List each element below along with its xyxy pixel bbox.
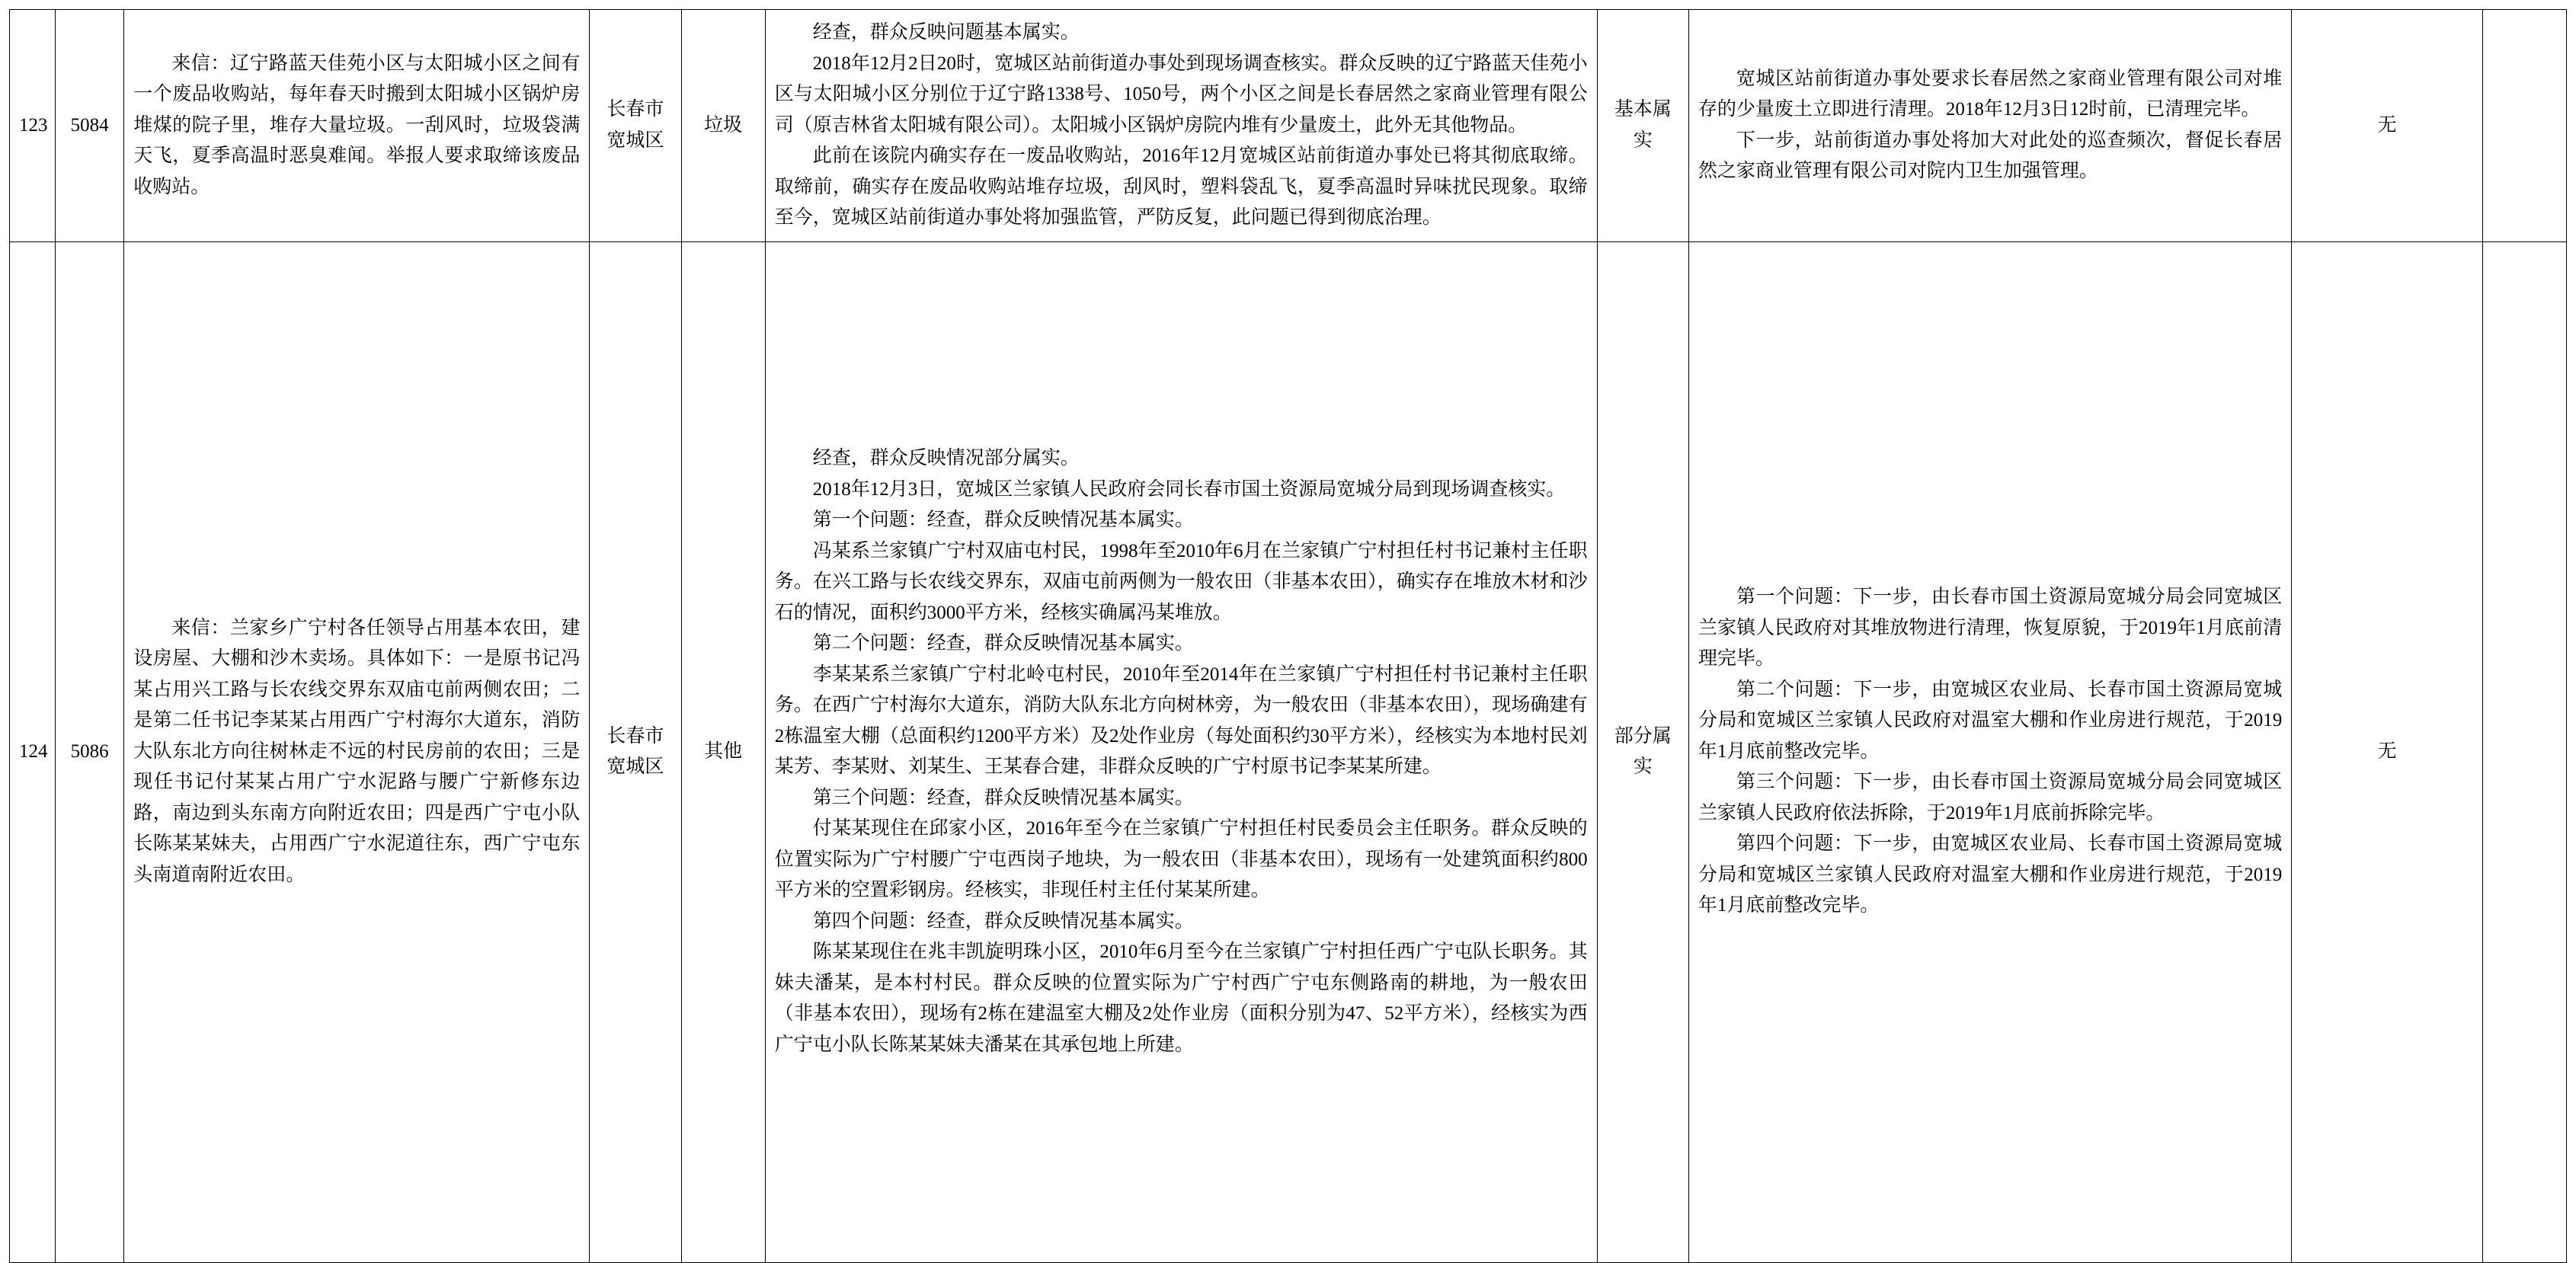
measure-paragraph: 第一个问题：下一步，由长春市国土资源局宽城分局会同宽城区兰家镇人民政府对其堆放物进行清理，恢复原貌，于2019年1月底前清理完毕。 [1698, 587, 2283, 670]
row-number: 123 [10, 10, 56, 242]
row-city: 长春市宽城区 [590, 241, 681, 1262]
row-measures [1688, 10, 2291, 242]
row-accountability: 无 [2292, 10, 2482, 242]
row-remark [2482, 241, 2566, 1262]
row-investigation [765, 10, 1597, 242]
row-letter-content: 来信：辽宁路蓝天佳苑小区与太阳城小区之间有一个废品收购站，每年春天时搬到太阳城小区锅炉房堆煤的院子里，堆存大量垃圾。一刮风时，垃圾袋满天飞，夏季高温时恶臭难闻。举报人要求取缔该废品收购站。 [124, 10, 590, 242]
measure-paragraph: 第二个问题：下一步，由宽城区农业局、长春市国土资源局宽城分局和宽城区兰家镇人民政府对温室大棚和作业房进行规范，于2019年1月底前整改完毕。 [1698, 679, 2283, 762]
row-investigation [765, 241, 1597, 1262]
complaint-handling-table [9, 9, 2567, 1263]
investigation-paragraph: 第四个问题：经查，群众反映情况基本属实。 [812, 910, 1194, 932]
investigation-paragraph: 2018年12月3日，宽城区兰家镇人民政府会同长春市国土资源局宽城分局到现场调查核实。 [812, 478, 1566, 500]
row-category: 其他 [681, 241, 765, 1262]
measure-paragraph: 宽城区站前街道办事处要求长春居然之家商业管理有限公司对堆存的少量废土立即进行清理。2018年12月3日12时前，已清理完毕。 [1698, 68, 2283, 120]
row-number: 124 [10, 241, 56, 1262]
row-remark [2482, 10, 2566, 242]
row-city: 长春市宽城区 [590, 10, 681, 242]
investigation-paragraph: 经查，群众反映问题基本属实。 [812, 22, 1080, 43]
row-letter-content: 来信：兰家乡广宁村各任领导占用基本农田，建设房屋、大棚和沙木卖场。具体如下：一是原书记冯某占用兴工路与长农线交界东双庙屯前两侧农田；二是第二任书记李某某占用西广宁村海尔大道东，消防大队东北方向往树林走不远的村民房前的农田；三是现任书记付某某占用广宁水泥路与腰广宁新修东边路，南边到头东南方向附近农田；四是西广宁屯小队长陈某某妹夫，占用西广宁水泥道往东，西广宁屯东头南道南附近农田。 [124, 241, 590, 1262]
row-code: 5086 [56, 241, 124, 1262]
row-category: 垃圾 [681, 10, 765, 242]
measure-paragraph: 第三个问题：下一步，由长春市国土资源局宽城分局会同宽城区兰家镇人民政府依法拆除，于2019年1月底前拆除完毕。 [1698, 772, 2283, 823]
investigation-paragraph: 此前在该院内确实存在一废品收购站，2016年12月宽城区站前街道办事处已将其彻底取缔。取缔前，确实存在废品收购站堆存垃圾，刮风时，塑料袋乱飞，夏季高温时异味扰民现象。取缔至今，宽城区站前街道办事处将加强监管，严防反复，此问题已得到彻底治理。 [774, 145, 1588, 228]
investigation-paragraph: 陈某某现住在兆丰凯旋明珠小区，2010年6月至今在兰家镇广宁村担任西广宁屯队长职务。其妹夫潘某，是本村村民。群众反映的位置实际为广宁村西广宁屯东侧路南的耕地，为一般农田（非基本农田），现场有2栋在建温室大棚及2处作业房（面积分别为47、52平方米），经核实为西广宁屯小队长陈某某妹夫潘某在其承包地上所建。 [774, 942, 1588, 1055]
measure-paragraph: 第四个问题：下一步，由宽城区农业局、长春市国土资源局宽城分局和宽城区兰家镇人民政府对温室大棚和作业房进行规范，于2019年1月底前整改完毕。 [1698, 833, 2283, 916]
table-row [10, 10, 2567, 242]
row-verification-result: 基本属实 [1597, 10, 1688, 242]
table-row [10, 241, 2567, 1262]
investigation-paragraph: 2018年12月2日20时，宽城区站前街道办事处到现场调查核实。群众反映的辽宁路蓝天佳苑小区与太阳城小区分别位于辽宁路1338号、1050号，两个小区之间是长春居然之家商业管理有限公司（原吉林省太阳城有限公司）。太阳城小区锅炉房院内堆有少量废土，此外无其他物品。 [774, 53, 1588, 136]
investigation-paragraph: 第一个问题：经查，群众反映情况基本属实。 [812, 510, 1194, 530]
row-verification-result: 部分属实 [1597, 241, 1688, 1262]
row-measures [1688, 241, 2291, 1262]
investigation-paragraph: 付某某现住在邱家小区，2016年至今在兰家镇广宁村担任村民委员会主任职务。群众反映的位置实际为广宁村腰广宁屯西岗子地块，为一般农田（非基本农田），现场有一处建筑面积约800平方米的空置彩钢房。经核实，非现任村主任付某某所建。 [774, 818, 1588, 900]
row-accountability: 无 [2292, 241, 2482, 1262]
investigation-paragraph: 经查，群众反映情况部分属实。 [812, 448, 1080, 468]
document-page [0, 9, 2576, 1247]
investigation-paragraph: 第二个问题：经查，群众反映情况基本属实。 [812, 633, 1194, 654]
investigation-paragraph: 李某某系兰家镇广宁村北岭屯村民，2010年至2014年在兰家镇广宁村担任村书记兼村主任职务。在西广宁村海尔大道东，消防大队东北方向树林旁，为一般农田（非基本农田），现场确建有2栋温室大棚（总面积约1200平方米）及2处作业房（每处面积约30平方米），经核实为本地村民刘某芳、李某财、刘某生、王某春合建，非群众反映的广宁村原书记李某某所建。 [774, 663, 1588, 777]
investigation-paragraph: 冯某系兰家镇广宁村双庙屯村民，1998年至2010年6月在兰家镇广宁村担任村书记兼村主任职务。在兴工路与长农线交界东，双庙屯前两侧为一般农田（非基本农田），确实存在堆放木材和沙石的情况，面积约3000平方米，经核实确属冯某堆放。 [774, 540, 1588, 623]
measure-paragraph: 下一步，站前街道办事处将加大对此处的巡查频次，督促长春居然之家商业管理有限公司对院内卫生加强管理。 [1698, 129, 2283, 182]
row-code: 5084 [56, 10, 124, 242]
investigation-paragraph: 第三个问题：经查，群众反映情况基本属实。 [812, 787, 1194, 808]
